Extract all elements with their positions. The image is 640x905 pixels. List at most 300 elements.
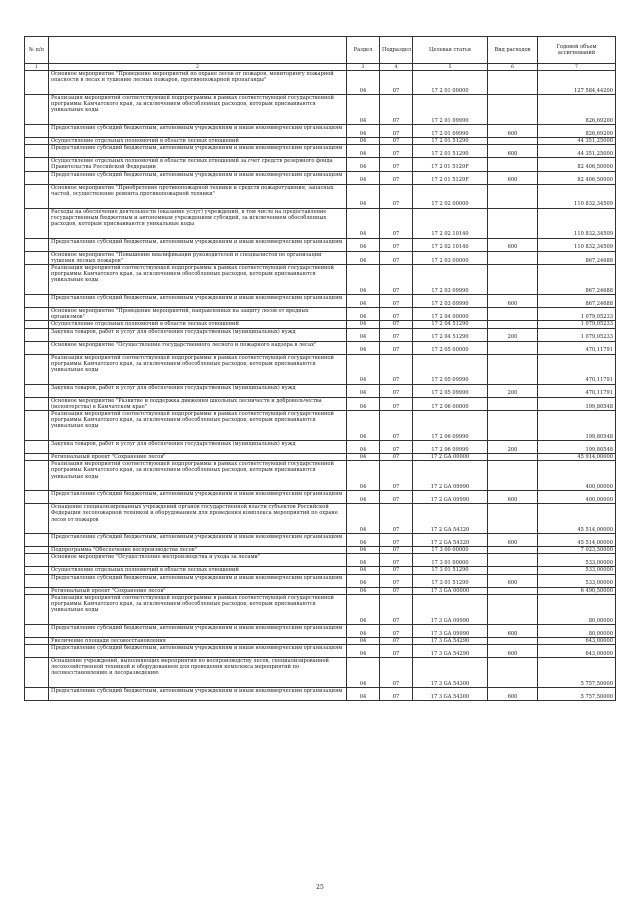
cell-podrazdel: 07 bbox=[380, 411, 413, 441]
cell-num bbox=[25, 171, 49, 184]
column-number: 6 bbox=[488, 64, 538, 71]
cell-num bbox=[25, 504, 49, 534]
table-row bbox=[25, 645, 616, 658]
cell-podrazdel: 07 bbox=[380, 441, 413, 454]
cell-expense-type: 600 bbox=[488, 534, 538, 547]
table-row bbox=[25, 454, 616, 461]
cell-expense-type: 600 bbox=[488, 491, 538, 504]
cell-name: Закупка товаров, работ и услуг для обеспечения государственных (муниципальных) нужд bbox=[49, 384, 347, 397]
cell-razdel: 04 bbox=[347, 645, 380, 658]
cell-annual-volume: 470,11791 bbox=[538, 384, 616, 397]
cell-razdel: 04 bbox=[347, 688, 380, 701]
cell-expense-type: 600 bbox=[488, 238, 538, 251]
cell-num bbox=[25, 265, 49, 295]
cell-num bbox=[25, 594, 49, 624]
cell-expense-type: 600 bbox=[488, 125, 538, 138]
cell-razdel: 04 bbox=[347, 574, 380, 587]
cell-name: Предоставление субсидий бюджетным, автономным учреждениям и иным некоммерческим организациям bbox=[49, 624, 347, 637]
table-row bbox=[25, 504, 616, 534]
cell-target-article: 17 2 GA 54320 bbox=[413, 504, 488, 534]
column-number: 7 bbox=[538, 64, 616, 71]
cell-annual-volume: 867,24688 bbox=[538, 265, 616, 295]
cell-target-article: 17 2 04 51290 bbox=[413, 321, 488, 328]
cell-expense-type bbox=[488, 547, 538, 554]
cell-expense-type bbox=[488, 251, 538, 264]
cell-razdel: 04 bbox=[347, 461, 380, 491]
cell-num bbox=[25, 688, 49, 701]
cell-num bbox=[25, 574, 49, 587]
table-row bbox=[25, 308, 616, 321]
cell-annual-volume: 5 757,50000 bbox=[538, 688, 616, 701]
cell-razdel: 04 bbox=[347, 354, 380, 384]
cell-expense-type bbox=[488, 138, 538, 145]
table-row bbox=[25, 594, 616, 624]
cell-expense-type bbox=[488, 637, 538, 644]
cell-target-article: 17 2 GA 00000 bbox=[413, 454, 488, 461]
cell-name: Основное мероприятие "Развитие и поддержка движения школьных лесничеств и добровольчества (волонтерства) в Камчатском крае" bbox=[49, 397, 347, 410]
cell-expense-type bbox=[488, 321, 538, 328]
cell-annual-volume: 199,80548 bbox=[538, 397, 616, 410]
cell-target-article: 17 2 05 00000 bbox=[413, 341, 488, 354]
cell-num bbox=[25, 208, 49, 238]
cell-target-article: 17 2 01 09990 bbox=[413, 95, 488, 125]
cell-target-article: 17 3 00 00000 bbox=[413, 547, 488, 554]
cell-razdel: 04 bbox=[347, 158, 380, 171]
budget-document bbox=[24, 36, 615, 701]
cell-podrazdel: 07 bbox=[380, 554, 413, 567]
cell-name: Основное мероприятие "Осуществление воспроизводства и ухода за лесами" bbox=[49, 554, 347, 567]
cell-podrazdel: 07 bbox=[380, 491, 413, 504]
cell-num bbox=[25, 624, 49, 637]
cell-target-article: 17 2 01 51290 bbox=[413, 145, 488, 158]
cell-num bbox=[25, 308, 49, 321]
cell-target-article: 17 3 GA 00000 bbox=[413, 587, 488, 594]
cell-name: Осуществление отдельных полномочий в области лесных отношений bbox=[49, 138, 347, 145]
cell-podrazdel: 07 bbox=[380, 567, 413, 574]
table-row bbox=[25, 184, 616, 208]
cell-target-article: 17 2 GA 09990 bbox=[413, 461, 488, 491]
table-body bbox=[25, 71, 616, 701]
cell-name: Подпрограмма "Обеспечение воспроизводства лесов" bbox=[49, 547, 347, 554]
cell-name: Осуществление отдельных полномочий в области лесных отношений за счет средств резервного фонда Правительства Российской Федерации bbox=[49, 158, 347, 171]
cell-name: Предоставление субсидий бюджетным, автономным учреждениям и иным некоммерческим организациям bbox=[49, 491, 347, 504]
cell-num bbox=[25, 354, 49, 384]
table-row bbox=[25, 265, 616, 295]
cell-razdel: 04 bbox=[347, 504, 380, 534]
header-razdel: Раздел bbox=[347, 37, 380, 64]
cell-podrazdel: 07 bbox=[380, 587, 413, 594]
cell-razdel: 04 bbox=[347, 624, 380, 637]
table-row bbox=[25, 547, 616, 554]
cell-razdel: 04 bbox=[347, 95, 380, 125]
cell-expense-type bbox=[488, 95, 538, 125]
cell-razdel: 04 bbox=[347, 534, 380, 547]
cell-target-article: 17 3 GA 09990 bbox=[413, 624, 488, 637]
cell-podrazdel: 07 bbox=[380, 321, 413, 328]
cell-num bbox=[25, 534, 49, 547]
cell-podrazdel: 07 bbox=[380, 637, 413, 644]
header-target-article: Целевая статья bbox=[413, 37, 488, 64]
cell-expense-type: 600 bbox=[488, 688, 538, 701]
cell-annual-volume: 6 490,50000 bbox=[538, 587, 616, 594]
cell-podrazdel: 07 bbox=[380, 384, 413, 397]
header-expense-type: Вид расходов bbox=[488, 37, 538, 64]
cell-podrazdel: 07 bbox=[380, 145, 413, 158]
cell-razdel: 04 bbox=[347, 384, 380, 397]
cell-expense-type bbox=[488, 208, 538, 238]
cell-name: Предоставление субсидий бюджетным, автономным учреждениям и иным некоммерческим организациям bbox=[49, 238, 347, 251]
cell-num bbox=[25, 645, 49, 658]
cell-target-article: 17 3 GA 54300 bbox=[413, 688, 488, 701]
cell-num bbox=[25, 461, 49, 491]
cell-expense-type bbox=[488, 461, 538, 491]
cell-expense-type bbox=[488, 587, 538, 594]
table-row bbox=[25, 491, 616, 504]
cell-target-article: 17 2 05 09990 bbox=[413, 384, 488, 397]
cell-target-article: 17 3 01 51290 bbox=[413, 574, 488, 587]
cell-annual-volume: 5 757,50000 bbox=[538, 658, 616, 688]
cell-name: Реализация мероприятий соответствующей подпрограммы в рамках соответствующей государственной программы Камчатского края, за исключением обособленных расходов, которым присваиваются уникальные коды bbox=[49, 265, 347, 295]
cell-podrazdel: 07 bbox=[380, 645, 413, 658]
cell-podrazdel: 07 bbox=[380, 534, 413, 547]
table-row bbox=[25, 138, 616, 145]
cell-num bbox=[25, 441, 49, 454]
cell-razdel: 04 bbox=[347, 208, 380, 238]
header-name bbox=[49, 37, 347, 64]
cell-name: Предоставление субсидий бюджетным, автономным учреждениям и иным некоммерческим организациям bbox=[49, 295, 347, 308]
cell-razdel: 04 bbox=[347, 454, 380, 461]
column-number: 4 bbox=[380, 64, 413, 71]
cell-podrazdel: 07 bbox=[380, 251, 413, 264]
cell-podrazdel: 07 bbox=[380, 184, 413, 208]
cell-annual-volume: 400,00000 bbox=[538, 461, 616, 491]
cell-podrazdel: 07 bbox=[380, 308, 413, 321]
cell-expense-type: 200 bbox=[488, 328, 538, 341]
cell-expense-type bbox=[488, 354, 538, 384]
cell-num bbox=[25, 95, 49, 125]
cell-num bbox=[25, 295, 49, 308]
table-row bbox=[25, 688, 616, 701]
cell-target-article: 17 2 06 09990 bbox=[413, 441, 488, 454]
cell-name: Расходы на обеспечение деятельности (оказание услуг) учреждений, в том числе на предоставление государственным бюджетным и автономным учреждениям субсидий, за исключением обособленных расходов, которым присваиваются уникальные коды bbox=[49, 208, 347, 238]
table-row bbox=[25, 461, 616, 491]
cell-num bbox=[25, 454, 49, 461]
cell-target-article: 17 2 05 09990 bbox=[413, 354, 488, 384]
cell-name: Реализация мероприятий соответствующей подпрограммы в рамках соответствующей государственной программы Камчатского края, за исключением обособленных расходов, которым присваиваются уникальные коды bbox=[49, 354, 347, 384]
cell-podrazdel: 07 bbox=[380, 547, 413, 554]
cell-podrazdel: 07 bbox=[380, 594, 413, 624]
cell-name: Предоставление субсидий бюджетным, автономным учреждениям и иным некоммерческим организациям bbox=[49, 145, 347, 158]
cell-razdel: 04 bbox=[347, 587, 380, 594]
cell-num bbox=[25, 238, 49, 251]
cell-podrazdel: 07 bbox=[380, 574, 413, 587]
cell-num bbox=[25, 411, 49, 441]
cell-num bbox=[25, 125, 49, 138]
cell-podrazdel: 07 bbox=[380, 95, 413, 125]
column-number: 2 bbox=[49, 64, 347, 71]
cell-target-article: 17 2 01 51290 bbox=[413, 138, 488, 145]
table-row bbox=[25, 328, 616, 341]
cell-podrazdel: 07 bbox=[380, 658, 413, 688]
cell-annual-volume: 867,24688 bbox=[538, 251, 616, 264]
cell-annual-volume: 110 832,34509 bbox=[538, 184, 616, 208]
cell-podrazdel: 07 bbox=[380, 397, 413, 410]
table-row bbox=[25, 441, 616, 454]
cell-expense-type bbox=[488, 158, 538, 171]
cell-annual-volume: 80,00000 bbox=[538, 594, 616, 624]
cell-name: Реализация мероприятий соответствующей подпрограммы в рамках соответствующей государственной программы Камчатского края, за исключением обособленных расходов, которым присваиваются уникальные коды bbox=[49, 411, 347, 441]
table-row bbox=[25, 397, 616, 410]
cell-annual-volume: 643,00000 bbox=[538, 645, 616, 658]
cell-podrazdel: 07 bbox=[380, 328, 413, 341]
cell-target-article: 17 3 01 51290 bbox=[413, 567, 488, 574]
cell-annual-volume: 7 023,50000 bbox=[538, 547, 616, 554]
cell-target-article: 17 3 01 00000 bbox=[413, 554, 488, 567]
cell-name: Основное мероприятие "Осуществление государственного лесного и пожарного надзора в лесах" bbox=[49, 341, 347, 354]
table-row bbox=[25, 637, 616, 644]
cell-target-article: 17 2 01 5129F bbox=[413, 171, 488, 184]
cell-target-article: 17 2 04 00000 bbox=[413, 308, 488, 321]
cell-target-article: 17 3 GA 54290 bbox=[413, 637, 488, 644]
cell-num bbox=[25, 138, 49, 145]
cell-razdel: 04 bbox=[347, 411, 380, 441]
cell-target-article: 17 2 03 00000 bbox=[413, 251, 488, 264]
cell-name: Увеличение площади лесовосстановления bbox=[49, 637, 347, 644]
cell-razdel: 04 bbox=[347, 554, 380, 567]
cell-podrazdel: 07 bbox=[380, 171, 413, 184]
cell-name: Предоставление субсидий бюджетным, автономным учреждениям и иным некоммерческим организациям bbox=[49, 688, 347, 701]
cell-podrazdel: 07 bbox=[380, 238, 413, 251]
cell-annual-volume: 199,80548 bbox=[538, 411, 616, 441]
cell-expense-type bbox=[488, 397, 538, 410]
table-row bbox=[25, 158, 616, 171]
cell-name: Закупка товаров, работ и услуг для обеспечения государственных (муниципальных) нужд bbox=[49, 441, 347, 454]
cell-target-article: 17 2 03 09990 bbox=[413, 265, 488, 295]
cell-podrazdel: 07 bbox=[380, 341, 413, 354]
cell-target-article: 17 2 01 5129F bbox=[413, 158, 488, 171]
cell-expense-type bbox=[488, 454, 538, 461]
cell-target-article: 17 2 06 09990 bbox=[413, 411, 488, 441]
cell-expense-type bbox=[488, 71, 538, 95]
table-row bbox=[25, 95, 616, 125]
table-row bbox=[25, 567, 616, 574]
cell-target-article: 17 2 01 00000 bbox=[413, 71, 488, 95]
cell-podrazdel: 07 bbox=[380, 354, 413, 384]
table-row bbox=[25, 384, 616, 397]
table-row bbox=[25, 238, 616, 251]
cell-annual-volume: 1 079,05233 bbox=[538, 328, 616, 341]
cell-annual-volume: 127 584,44200 bbox=[538, 71, 616, 95]
column-number: 5 bbox=[413, 64, 488, 71]
table-row bbox=[25, 587, 616, 594]
table-row bbox=[25, 295, 616, 308]
cell-razdel: 04 bbox=[347, 251, 380, 264]
cell-target-article: 17 3 GA 09990 bbox=[413, 594, 488, 624]
cell-razdel: 04 bbox=[347, 145, 380, 158]
cell-expense-type bbox=[488, 594, 538, 624]
cell-expense-type bbox=[488, 265, 538, 295]
cell-expense-type: 600 bbox=[488, 145, 538, 158]
cell-num bbox=[25, 145, 49, 158]
table-row bbox=[25, 321, 616, 328]
cell-target-article: 17 2 01 09990 bbox=[413, 125, 488, 138]
cell-razdel: 04 bbox=[347, 265, 380, 295]
cell-expense-type: 600 bbox=[488, 171, 538, 184]
cell-expense-type: 200 bbox=[488, 384, 538, 397]
cell-target-article: 17 2 02 10140 bbox=[413, 208, 488, 238]
cell-annual-volume: 470,11791 bbox=[538, 354, 616, 384]
cell-razdel: 04 bbox=[347, 308, 380, 321]
cell-num bbox=[25, 251, 49, 264]
header-podrazdel: Подраздел bbox=[380, 37, 413, 64]
cell-num bbox=[25, 587, 49, 594]
cell-expense-type bbox=[488, 308, 538, 321]
cell-razdel: 04 bbox=[347, 125, 380, 138]
cell-name: Реализация мероприятий соответствующей подпрограммы в рамках соответствующей государственной программы Камчатского края, за исключением обособленных расходов, которым присваиваются уникальные коды bbox=[49, 461, 347, 491]
cell-name: Основное мероприятие "Проведение мероприятий по охране лесов от пожаров, мониторингу пожарной опасности в лесах и тушению лесных пожаров, противопожарной пропаганды" bbox=[49, 71, 347, 95]
cell-podrazdel: 07 bbox=[380, 138, 413, 145]
cell-num bbox=[25, 554, 49, 567]
cell-annual-volume: 45 514,00000 bbox=[538, 504, 616, 534]
cell-razdel: 04 bbox=[347, 547, 380, 554]
table-row bbox=[25, 658, 616, 688]
column-number-row bbox=[25, 64, 616, 71]
cell-podrazdel: 07 bbox=[380, 71, 413, 95]
cell-razdel: 04 bbox=[347, 658, 380, 688]
cell-name: Региональный проект "Сохранение лесов" bbox=[49, 454, 347, 461]
cell-annual-volume: 1 079,05233 bbox=[538, 321, 616, 328]
table-row bbox=[25, 574, 616, 587]
cell-podrazdel: 07 bbox=[380, 624, 413, 637]
cell-expense-type: 600 bbox=[488, 574, 538, 587]
cell-annual-volume: 533,00000 bbox=[538, 574, 616, 587]
cell-expense-type: 600 bbox=[488, 295, 538, 308]
cell-annual-volume: 1 079,05233 bbox=[538, 308, 616, 321]
cell-num bbox=[25, 491, 49, 504]
table-row bbox=[25, 71, 616, 95]
cell-razdel: 04 bbox=[347, 594, 380, 624]
cell-num bbox=[25, 567, 49, 574]
cell-annual-volume: 45 514,00000 bbox=[538, 534, 616, 547]
cell-annual-volume: 826,69200 bbox=[538, 95, 616, 125]
cell-annual-volume: 44 351,25000 bbox=[538, 145, 616, 158]
cell-annual-volume: 110 832,34509 bbox=[538, 208, 616, 238]
cell-name: Реализация мероприятий соответствующей подпрограммы в рамках соответствующей государственной программы Камчатского края, за исключением обособленных расходов, которым присваиваются уникальные коды bbox=[49, 95, 347, 125]
cell-name: Закупка товаров, работ и услуг для обеспечения государственных (муниципальных) нужд bbox=[49, 328, 347, 341]
cell-podrazdel: 07 bbox=[380, 125, 413, 138]
table-row bbox=[25, 251, 616, 264]
table-row bbox=[25, 341, 616, 354]
cell-annual-volume: 867,24688 bbox=[538, 295, 616, 308]
cell-num bbox=[25, 397, 49, 410]
cell-name: Реализация мероприятий соответствующей подпрограммы в рамках соответствующей государственной программы Камчатского края, за исключением обособленных расходов, которым присваиваются уникальные коды bbox=[49, 594, 347, 624]
cell-expense-type bbox=[488, 504, 538, 534]
cell-num bbox=[25, 547, 49, 554]
cell-annual-volume: 470,11791 bbox=[538, 341, 616, 354]
cell-annual-volume: 82 406,50000 bbox=[538, 171, 616, 184]
cell-razdel: 04 bbox=[347, 567, 380, 574]
table-row bbox=[25, 354, 616, 384]
cell-expense-type: 600 bbox=[488, 624, 538, 637]
cell-podrazdel: 07 bbox=[380, 265, 413, 295]
table-row bbox=[25, 171, 616, 184]
cell-annual-volume: 110 832,34509 bbox=[538, 238, 616, 251]
page-number: 25 bbox=[316, 884, 324, 891]
cell-num bbox=[25, 71, 49, 95]
cell-target-article: 17 3 GA 54290 bbox=[413, 645, 488, 658]
cell-annual-volume: 82 406,50000 bbox=[538, 158, 616, 171]
cell-annual-volume: 643,00000 bbox=[538, 637, 616, 644]
cell-annual-volume: 826,69200 bbox=[538, 125, 616, 138]
cell-target-article: 17 3 GA 54300 bbox=[413, 658, 488, 688]
cell-name: Предоставление субсидий бюджетным, автономным учреждениям и иным некоммерческим организациям bbox=[49, 534, 347, 547]
cell-expense-type bbox=[488, 658, 538, 688]
cell-expense-type: 200 bbox=[488, 441, 538, 454]
table-header-row bbox=[25, 37, 616, 64]
column-number: 1 bbox=[25, 64, 49, 71]
cell-podrazdel: 07 bbox=[380, 504, 413, 534]
cell-num bbox=[25, 158, 49, 171]
cell-expense-type bbox=[488, 411, 538, 441]
cell-num bbox=[25, 341, 49, 354]
cell-name: Основное мероприятие "Повышение квалификации руководителей и специалистов по организации тушения лесных пожаров" bbox=[49, 251, 347, 264]
table-row bbox=[25, 411, 616, 441]
cell-expense-type bbox=[488, 184, 538, 208]
table-row bbox=[25, 534, 616, 547]
table-row bbox=[25, 125, 616, 138]
cell-annual-volume: 45 914,00000 bbox=[538, 454, 616, 461]
cell-target-article: 17 2 02 00000 bbox=[413, 184, 488, 208]
budget-table bbox=[24, 36, 616, 701]
cell-num bbox=[25, 384, 49, 397]
cell-annual-volume: 80,00000 bbox=[538, 624, 616, 637]
cell-name: Осуществление отдельных полномочий в области лесных отношений bbox=[49, 321, 347, 328]
cell-num bbox=[25, 321, 49, 328]
cell-target-article: 17 2 02 10140 bbox=[413, 238, 488, 251]
cell-razdel: 04 bbox=[347, 321, 380, 328]
cell-podrazdel: 07 bbox=[380, 158, 413, 171]
cell-expense-type bbox=[488, 567, 538, 574]
cell-razdel: 04 bbox=[347, 295, 380, 308]
cell-podrazdel: 07 bbox=[380, 208, 413, 238]
cell-razdel: 04 bbox=[347, 441, 380, 454]
cell-podrazdel: 07 bbox=[380, 295, 413, 308]
cell-target-article: 17 2 GA 54320 bbox=[413, 534, 488, 547]
cell-name: Предоставление субсидий бюджетным, автономным учреждениям и иным некоммерческим организациям bbox=[49, 171, 347, 184]
cell-razdel: 04 bbox=[347, 341, 380, 354]
cell-name: Основное мероприятие "Приобретение противопожарной техники и средств пожаротушения, запасных частей, осуществление ремонта противопожарной техники" bbox=[49, 184, 347, 208]
cell-podrazdel: 07 bbox=[380, 688, 413, 701]
cell-razdel: 04 bbox=[347, 637, 380, 644]
cell-name: Региональный проект "Сохранение лесов" bbox=[49, 587, 347, 594]
table-row bbox=[25, 554, 616, 567]
cell-num bbox=[25, 637, 49, 644]
cell-razdel: 04 bbox=[347, 328, 380, 341]
cell-annual-volume: 400,00000 bbox=[538, 491, 616, 504]
cell-target-article: 17 2 04 51290 bbox=[413, 328, 488, 341]
cell-name: Оснащение специализированных учреждений органов государственной власти субъектов Российской Федерации лесопожарной техникой и оборудованием для проведения комплекса мероприятий по охране лесов от пожаров bbox=[49, 504, 347, 534]
cell-expense-type bbox=[488, 341, 538, 354]
table-row bbox=[25, 208, 616, 238]
cell-razdel: 04 bbox=[347, 238, 380, 251]
cell-expense-type bbox=[488, 554, 538, 567]
cell-target-article: 17 2 06 00000 bbox=[413, 397, 488, 410]
cell-annual-volume: 533,00000 bbox=[538, 567, 616, 574]
cell-name: Предоставление субсидий бюджетным, автономным учреждениям и иным некоммерческим организациям bbox=[49, 574, 347, 587]
header-annual-volume: Годовой объем ассигнований bbox=[538, 37, 616, 64]
cell-name: Оснащение учреждений, выполняющих мероприятия по воспроизводству лесов, специализированной лесохозяйственной техникой и оборудованием для проведения комплекса мероприятий по лесовосстановлению и лесоразведению bbox=[49, 658, 347, 688]
cell-name: Предоставление субсидий бюджетным, автономным учреждениям и иным некоммерческим организациям bbox=[49, 645, 347, 658]
